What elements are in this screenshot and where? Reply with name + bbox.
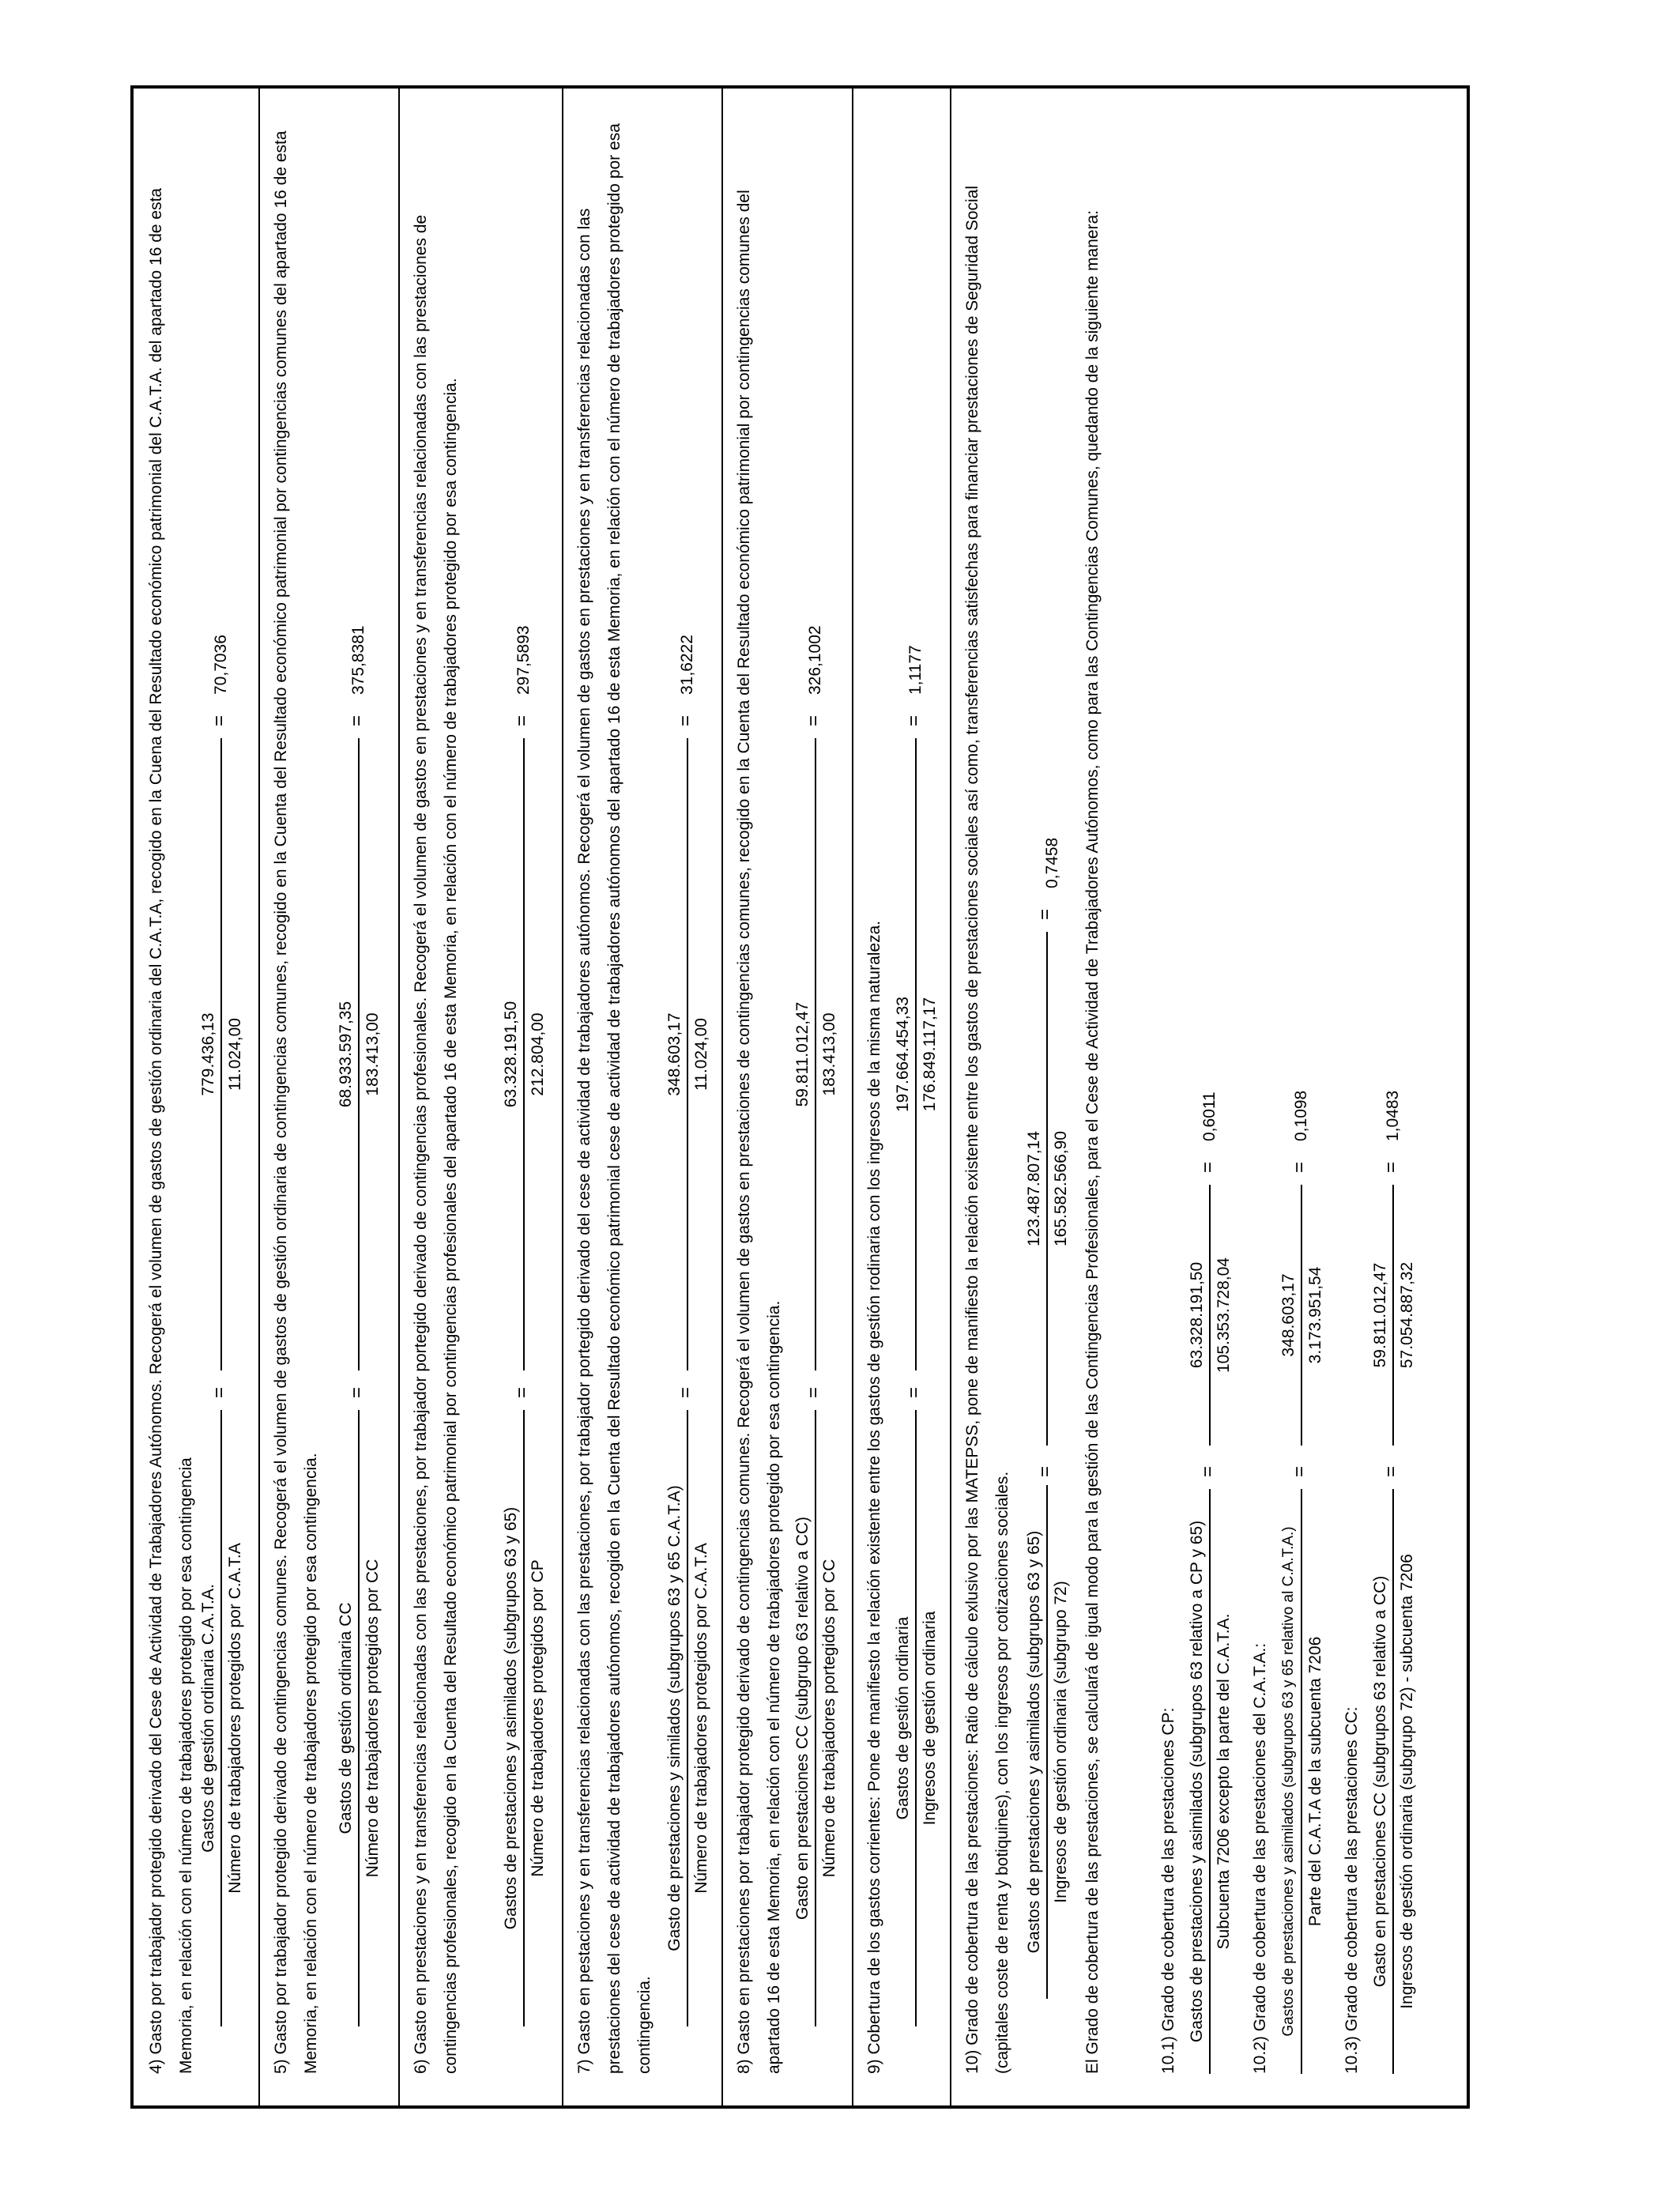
equals-sign: = [209, 1386, 230, 1398]
rotated-document [130, 85, 1470, 2109]
ratio-result: 0,1098 [1292, 1090, 1310, 1141]
subsection-heading: 10.3) Grado de cobertura de las prestaciones CC: [1343, 1706, 1361, 2074]
section-description: 7) Gasto en pestaciones y en transferencias relacionadas con las prestaciones, por trabajador portegido derivado del cese de actividad de trabajadores autónomos. Recogerá el volumen de gastos en prestaciones y en transferencias relacionadas con las prestaciones del cese de actividad de trabajadores autónomos, recogido en la Cuenta del Resultado económico patrimonial cese de actividad de trabajadores autónomos del apartado 16 de esta Memoria, en relación con el número de trabajadores protegido por esa contingencia. [575, 123, 654, 2074]
numerator-value: 63.328.191,50 [1188, 1261, 1206, 1369]
equals-sign: = [675, 714, 696, 726]
equals-sign: = [1381, 1465, 1402, 1477]
section-description: 9) Cobertura de los gastos corrientes: Pone de manifiesto la relación existente entre los gastos de gestión rodinaria con los ingresos de la misma naturaleza. [865, 920, 883, 2074]
equals-sign: = [346, 714, 367, 726]
numerator-label: Gasto en prestaciones CC (subgrupo 63 relativo a CC) [793, 1516, 812, 1921]
equals-sign: = [1034, 908, 1056, 920]
ratio-result: 0,6011 [1200, 1091, 1219, 1141]
fraction-line [220, 738, 222, 1370]
numerator-label: Gastos de prestaciones y asimilados (subgrupos 63 relativo a CP y 65) [1188, 1520, 1206, 2043]
fraction-line [687, 738, 688, 1370]
denominator-value: 165.582.566,90 [1052, 1131, 1070, 1246]
equals-sign: = [803, 1386, 824, 1398]
denominator-value: 212.804,00 [529, 1012, 547, 1096]
denominator-value: 176.849.117,17 [921, 997, 939, 1112]
ratio-result: 31,6222 [678, 635, 696, 695]
equals-sign: = [1289, 1161, 1310, 1173]
denominator-label: Ingresos de gestión ordinaria (subgrupo 72) - subcuenta 7206 [1398, 1554, 1416, 2009]
fraction-line [1392, 1185, 1394, 1446]
numerator-label: Gastos de gestión ordinaria CC [337, 1602, 355, 1834]
fraction-line [1046, 1485, 1048, 1999]
ratio-result: 1,1177 [906, 645, 925, 695]
ratio-section-6 [400, 89, 563, 2105]
numerator-label: Gastos de prestaciones y asimilados (subgrupos 63 y 65) [502, 1506, 520, 1930]
section-intro: El Grado de cobertura de las prestaciones, se calculará de igual modo para la gestión de las Contingencias Profesionales, para el Cese de Actividad de Trabajadores Autónomos, como para las Contingencias Comunes, quedando de la siguiente manera: [1083, 209, 1102, 2074]
fraction-line [523, 1410, 525, 2026]
equals-sign: = [1034, 1465, 1056, 1477]
equals-sign: = [1289, 1465, 1310, 1477]
equals-sign: = [1197, 1161, 1219, 1173]
ratios-table [130, 85, 1470, 2109]
denominator-label: Número de trabajadores portegidos por CC [820, 1559, 838, 1878]
ratio-result: 375,8381 [349, 625, 367, 695]
ratio-section-8 [723, 89, 853, 2105]
denominator-value: 183.413,00 [363, 1012, 382, 1096]
numerator-label: Gastos de prestaciones y asimilados (subgrupos 63 y 65) [1025, 1530, 1043, 1954]
fraction-line [915, 738, 917, 1370]
ratio-section-7 [563, 89, 723, 2105]
numerator-label: Gastos de gestión ordinaria [894, 1616, 912, 1820]
fraction-line [1209, 1489, 1211, 2074]
equals-sign: = [209, 714, 230, 726]
fraction-line [523, 738, 525, 1370]
equals-sign: = [803, 714, 824, 726]
subsection-heading: 10.1) Grado de cobertura de las prestaciones CP: [1159, 1707, 1177, 2074]
numerator-value: 348.603,17 [1279, 1273, 1298, 1357]
ratio-result: 297,5893 [514, 625, 533, 695]
numerator-value: 63.328.191,50 [502, 1001, 520, 1108]
denominator-label: Número de trabajadores protegidos por CP [529, 1559, 547, 1877]
denominator-value: 57.054.887,32 [1398, 1261, 1416, 1369]
fraction-line [1301, 1185, 1302, 1446]
subsection-heading: 10.2) Grado de cobertura de las prestaciones del C.A.T.A.: [1251, 1642, 1269, 2074]
denominator-label: Subcuenta 7206 excepto la parte del C.A.T.A. [1215, 1613, 1233, 1950]
numerator-value: 197.664.454,33 [894, 997, 912, 1112]
numerator-label: Gasto de prestaciones y similados (subgrupos 63 y 65 C.A.T.A) [665, 1485, 684, 1951]
ratio-result: 326,1002 [806, 625, 824, 695]
denominator-value: 105.353.728,04 [1215, 1257, 1233, 1373]
equals-sign: = [1197, 1465, 1219, 1477]
denominator-value: 3.173.951,54 [1306, 1266, 1324, 1364]
ratio-section-4 [134, 89, 260, 2105]
equals-sign: = [511, 714, 533, 726]
fraction-line [687, 1410, 688, 2026]
fraction-line [358, 738, 360, 1370]
ratio-result: 0,7458 [1043, 837, 1061, 888]
ratio-result: 70,7036 [212, 635, 230, 695]
equals-sign: = [675, 1386, 696, 1398]
section-description: 6) Gasto en prestaciones y en transferencias relacionadas con las prestaciones, por trabajador portegido derivado de contingencias profesionales. Recogerá el volumen de gastos en prestaciones y en transferencias relacionadas con las prestaciones de contingencias profesionales, recogido en la Cuenta del Resultado económico patrimonial por contingencias profesionales del apartado 16 de esta Memoria, en relación con el número de trabajadores protegido por esa contingencia. [412, 214, 460, 2074]
numerator-label: Gastos de prestaciones y asimilados (subgrupos 63 y 65 relativo al C.A.T.A.) [1280, 1526, 1297, 2037]
numerator-value: 779.436,13 [199, 1012, 217, 1096]
fraction-line [1046, 932, 1048, 1446]
ratio-section-10 [951, 89, 1467, 2105]
equals-sign: = [346, 1386, 367, 1398]
numerator-value: 59.811.012,47 [1371, 1262, 1389, 1368]
numerator-label: Gastos de gestión ordinaria C.A.T.A. [199, 1584, 217, 1853]
denominator-value: 183.413,00 [820, 1012, 838, 1096]
denominator-label: Ingresos de gestión ordinaria [921, 1611, 939, 1826]
section-description: 5) Gasto por trabajador protegido derivado de contingencias comunes. Recogerá el volumen de gastos de gestión ordinaria de contingencias comunes, recogido en la Cuenta del Resultado económico patrimonial por contingencias comunes del apartado 16 de esta Memoria, en relación con el número de trabajadores protegido por esa contingencia. [272, 130, 320, 2074]
numerator-value: 68.933.597,35 [337, 1001, 355, 1108]
fraction-line [915, 1410, 917, 2026]
numerator-value: 59.811.012,47 [793, 1001, 812, 1107]
section-description: 8) Gasto en prestaciones por trabajador protegido derivado de contingencias comunes. Recogerá el volumen de gastos en prestaciones de contingencias comunes, recogido en la Cuenta del Resultado económico patrimonial por contingencias comunes del apartado 16 de esta Memoria, en relación con el número de trabajadores protegido por esa contingencia. [735, 190, 783, 2074]
numerator-value: 348.603,17 [665, 1012, 684, 1096]
denominator-value: 11.024,00 [692, 1018, 710, 1091]
ratio-result: 1,0483 [1384, 1090, 1402, 1141]
denominator-label: Número de trabajadores protegidos por CC [363, 1559, 382, 1878]
denominator-label: Número de trabajadores protegidos por C.A.T.A [226, 1543, 244, 1894]
numerator-value: 123.487.807,14 [1025, 1131, 1043, 1246]
denominator-label: Parte del C.A.T.A de la subcuenta 7206 [1306, 1636, 1324, 1927]
equals-sign: = [1381, 1161, 1402, 1173]
denominator-value: 11.024,00 [226, 1018, 244, 1091]
numerator-label: Gasto en prestaciones CC (subgrupos 63 relativo a CC) [1371, 1575, 1389, 1988]
section-description: 4) Gasto por trabajador protegido derivado del Cese de Actividad de Trabajadores Autónomos. Recogerá el volumen de gastos de gestión ordinaria del C.A.T.A, recogido en la Cuena del Resultado económico patrimonial del C.A.T.A. del apartado 16 de esta Memoria, en relación con el número de trabajadores protegido por esa contingencia [147, 187, 195, 2074]
denominator-label: Número de trabajadores protegidos por C.A.T.A [692, 1543, 710, 1894]
fraction-line [358, 1410, 360, 2026]
equals-sign: = [903, 1386, 925, 1398]
fraction-line [815, 738, 816, 1370]
fraction-line [1301, 1489, 1302, 2074]
ratio-section-9 [853, 89, 951, 2105]
fraction-line [1392, 1489, 1394, 2074]
denominator-label: Ingresos de gestión ordinaria (subgrupo 72) [1052, 1581, 1070, 1903]
fraction-line [1209, 1185, 1211, 1446]
fraction-line [220, 1410, 222, 2026]
equals-sign: = [511, 1386, 533, 1398]
section-description: 10) Grado de cobertura de las prestaciones: Ratio de cálculo exlusivo por las MATEPSS, pone de manifiesto la relación existente entre los gastos de prestaciones sociales así como, transferencias satisfechas para financiar prestaciones de Seguridad Social (capitales coste de renta y botiquines), con los ingresos por cotizaciones sociales. [963, 185, 1011, 2074]
ratio-section-5 [260, 89, 400, 2105]
fraction-line [815, 1410, 816, 2026]
equals-sign: = [903, 714, 925, 726]
